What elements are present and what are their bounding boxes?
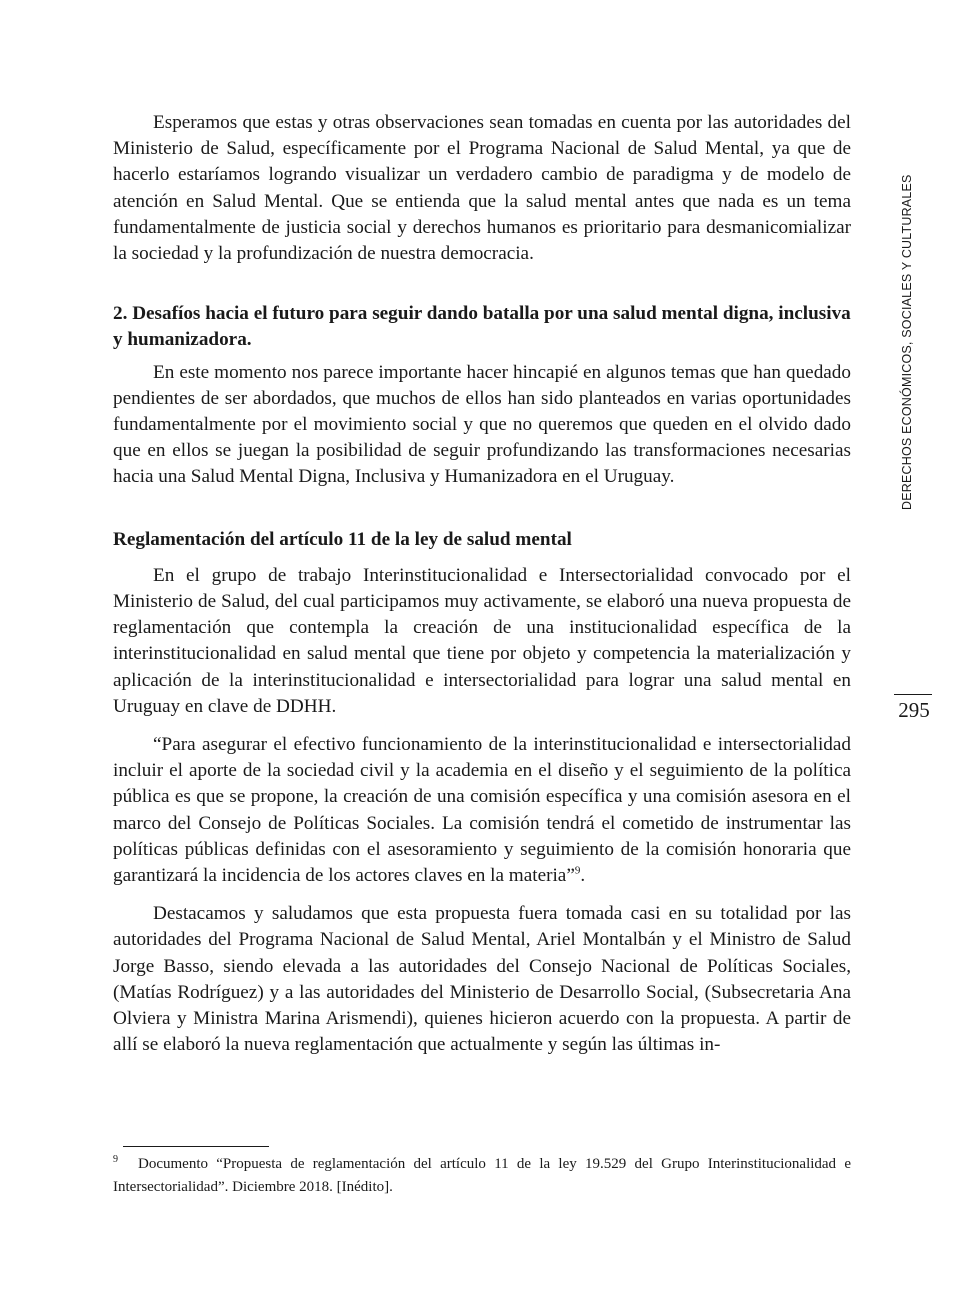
paragraph-destacamos: Destacamos y saludamos que esta propuesta fuera tomada casi en su totalidad por las autoridades del Programa Nacional de Salud Mental, Ariel Montalbán y el Ministro de Salud Jorge Basso, siendo elevada a las autoridades del Consejo Nacional de Políticas Sociales, (Matías Rodríguez) y a las autoridades del Ministerio de Desarrollo Social, (Subsecretaria Ana Olviera y Ministra Marina Arismendi), quienes hicieron acuerdo con la propuesta. A partir de allí se elaboró la nueva reglamentación que actualmente y según las últimas in- bbox=[113, 903, 851, 1056]
quote-end-punctuation: . bbox=[580, 865, 586, 887]
footnote bbox=[113, 1153, 851, 1199]
footnote-number: 9 bbox=[113, 1154, 118, 1165]
running-head-vertical: DERECHOS ECONÓMICOS, SOCIALES Y CULTURALES bbox=[900, 174, 914, 510]
paragraph-observaciones: Esperamos que estas y otras observaciones sean tomadas en cuenta por las autoridades del Ministerio de Salud, específicamente por el Programa Nacional de Salud Mental, ya que de hacerlo estaríamos logrando visualizar un verdadero cambio de paradigma y de modelo de atención en Salud Mental. Que se entienda que la salud mental antes que nada es un tema fundamentalmente de justicia social y derechos humanos es prioritario para desmanicomializar la sociedad y la profundización de nuestra democracia. bbox=[113, 112, 851, 265]
page-number-rule bbox=[894, 694, 932, 695]
quote-text: “Para asegurar el efectivo funcionamiento de la interinstitucionalidad e intersectorialidad incluir el aporte de la sociedad civil y la academia en el diseño y el seguimiento de la política pública es que se propone, la creación de una comisión específica y una comisión asesora en el marco del Consejo de Políticas Sociales. La comisión tendrá el cometido de instrumentar las políticas públicas definidas con el asesoramiento y seguimiento de la comisión honoraria que garantizará la incidencia de los actores claves en la materia” bbox=[113, 734, 851, 887]
main-text-column bbox=[113, 110, 851, 1059]
footnote-reference[interactable]: 9 bbox=[574, 864, 581, 877]
section-heading-desafios: 2. Desafíos hacia el futuro para seguir dando batalla por una salud mental digna, inclusiva y humanizadora. bbox=[113, 303, 851, 351]
page-number: 295 bbox=[898, 698, 930, 722]
footnote-separator bbox=[123, 1146, 269, 1147]
paragraph-grupo-trabajo: En el grupo de trabajo Interinstitucionalidad e Intersectorialidad convocado por el Ministerio de Salud, del cual participamos muy activamente, se elaboró una nueva propuesta de reglamentación que contempla la creación de una institucionalidad específica de la interinstitucionalidad en salud mental que tiene por objeto y competencia la materialización y aplicación de la interinstitucionalidad e intersectorialidad para lograr una salud mental en Uruguay en clave de DDHH. bbox=[113, 564, 851, 717]
paragraph-temas-pendientes: En este momento nos parece importante hacer hincapié en algunos temas que han quedado pendientes de ser abordados, que muchos de ellos han sido planteados en varias oportunidades fundamentalmente por el movimiento social y que no queremos que queden en el olvido dado que en ellos se juegan la posibilidad de seguir profundizando las transformaciones necesarias hacia una Salud Mental Digna, Inclusiva y Humanizadora en el Uruguay. bbox=[113, 361, 851, 488]
paragraph-cita-reglamentacion bbox=[113, 732, 851, 889]
footnote-text: Documento “Propuesta de reglamentación del artículo 11 de la ley 19.529 del Grupo Interinstitucionalidad e Intersectorialidad”. Diciembre 2018. [Inédito]. bbox=[113, 1156, 851, 1195]
subsection-heading-reglamentacion: Reglamentación del artículo 11 de la ley de salud mental bbox=[113, 528, 572, 550]
